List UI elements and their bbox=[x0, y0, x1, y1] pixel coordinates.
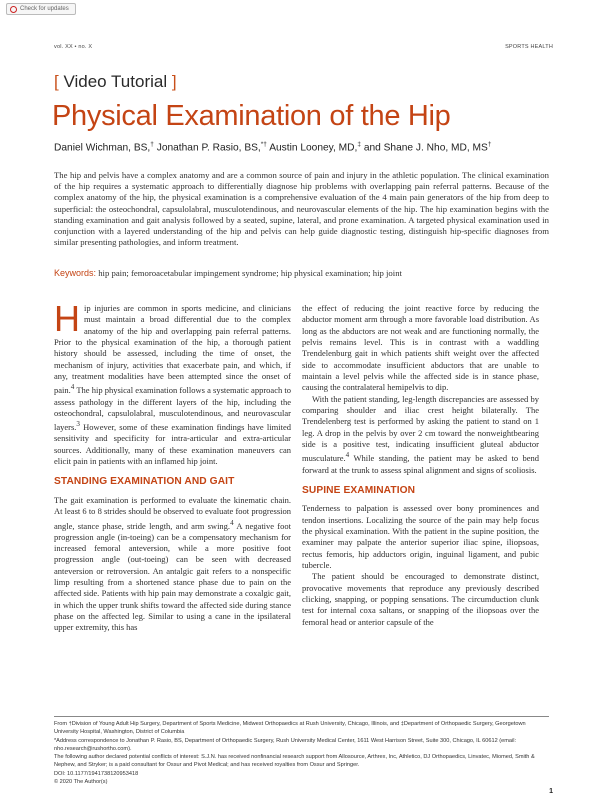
volume-issue: vol. XX • no. X bbox=[54, 44, 93, 50]
intro-text-cont2: However, some of these examination findings have limited sensitivity and specificity for intra-articular and extra-articular sources. Additionally, many of these examination maneuvers can elicit pain in patients with an inflamed hip joint. bbox=[54, 422, 291, 467]
affiliations: From †Division of Young Adult Hip Surgery, Department of Sports Medicine, Midwest Orthopaedics at Rush University, Chicago, Illinois, and ‡Department of Orthopaedic Surgery, Georgetown University Hospital, Washington, District of Columbia bbox=[54, 721, 526, 736]
leg-length-text-cont: While standing, the patient may be asked to bend forward at the trunk to assess spinal alignment and signs of scoliosis. bbox=[302, 453, 539, 475]
author-4-affil: † bbox=[487, 141, 492, 148]
gait-text: The gait examination is performed to evaluate the kinematic chain. At least 6 to 8 strides should be observed to evaluate foot progression angle, stance phase, stride length, and arm swing. bbox=[54, 494, 291, 531]
palpation-paragraph: Tenderness to palpation is assessed over bony prominences and tendon insertions. Localizing the source of the pain may help focus the physical examination. With the patient in the supine position, the examiner may palpate the anterior superior iliac spine, iliopsoas, rectus femoris, hip adductors origin, inguinal ligament, and pubic tubercle. bbox=[302, 503, 539, 571]
copyright: © 2020 The Author(s) bbox=[54, 779, 108, 786]
section-heading-supine: SUPINE EXAMINATION bbox=[302, 484, 416, 496]
author-list bbox=[54, 141, 491, 153]
leg-length-paragraph bbox=[302, 394, 539, 476]
leg-length-text: With the patient standing, leg-length discrepancies are assessed by comparing shoulder and iliac crest height bilaterally. The Trendelenberg test is performed by asking the patient to stand on 1 leg. A drop in the pelvis by over 2 cm toward the nonweightbearing side is a positive test, indicating insufficient gluteal abductor musculature. bbox=[302, 393, 539, 464]
page-number: 1 bbox=[549, 788, 553, 795]
badge-label: Check for updates bbox=[20, 6, 69, 12]
intro-paragraph bbox=[54, 298, 291, 467]
section-label bbox=[54, 72, 177, 92]
ref-marker: 4 bbox=[230, 518, 234, 527]
ref-marker: 4 bbox=[70, 383, 75, 392]
author-1: Daniel Wichman, BS, bbox=[54, 142, 151, 154]
correspondence: *Address correspondence to Jonathan P. Rasio, BS, Department of Orthopaedic Surgery, Rush University Medical Center, 1611 West Harrison Street, Suite 300, Chicago, IL 60612 (email: nho.research@rushortho.com). bbox=[54, 737, 517, 752]
open-bracket: [ bbox=[54, 72, 59, 91]
section-label-text: Video Tutorial bbox=[63, 72, 168, 91]
gait-cont-paragraph: the effect of reducing the joint reactive force by reducing the abductor moment arm through a more favorable load distribution. As long as the abductors are not weak and are functioning normally, the pelvis remains level. This is in contrast with a waddling Trendelenburg gait in which patients shift weight over the affected side to accommodate insufficient abductors that are unable to maintain a level pelvis while the affected side is in stance phase, causing the contralateral hemipelvis to dip. bbox=[302, 303, 539, 393]
right-column bbox=[302, 303, 539, 628]
doi[interactable]: DOI: 10.1177/1941738120953418 bbox=[54, 770, 139, 777]
ref-marker: 3 bbox=[76, 420, 80, 429]
intro-text: ip injuries are common in sports medicine, and clinicians must maintain a broad differential due to the complex anatomy of the hip and overlapping pain referral patterns. Prior to the physical examination of the hip, a thorough patient history should be assessed, including the time of onset, the mechanism of injury, activities that exacerbate pain, and which, if any, treatment modalities have been attempted since the onset of pain. bbox=[54, 303, 291, 396]
close-bracket: ] bbox=[171, 72, 177, 91]
intro-text-cont: The hip physical examination follows a systematic approach to assess pathology in the different layers of the hip, including the osteochondral, capsulolabral, musculotendinous, and neurovascular layers. bbox=[54, 385, 291, 433]
author-4: and Shane J. Nho, MD, MS bbox=[363, 142, 488, 154]
author-3: Austin Looney, MD, bbox=[269, 142, 358, 154]
footnotes bbox=[54, 716, 549, 786]
keywords-text: hip pain; femoroacetabular impingement syndrome; hip physical examination; hip joint bbox=[98, 268, 402, 278]
provocative-paragraph: The patient should be encouraged to demonstrate distinct, provocative movements that reproduce any previously described clicking, snapping, or popping sensations. The circumduction clunk test for internal coxa saltans, or snapping of the iliopsoas over the femoral head or anterior capsule of the bbox=[302, 571, 539, 627]
ref-marker: 4 bbox=[345, 451, 350, 460]
drop-cap: H bbox=[54, 298, 80, 339]
section-heading-standing: STANDING EXAMINATION AND GAIT bbox=[54, 476, 235, 488]
keywords bbox=[54, 268, 549, 278]
conflicts: The following author declared potential conflicts of interest: S.J.N. has received nonfinancial research support from Allosource, Arthrex, Inc, Athletico, DJ Orthopaedics, Linvatec, Miomed, Smith & Nephew, and Stryker; is a paid consultant for Ossur and Pivot Medical; and has received royalties from Ossur and Springer. bbox=[54, 754, 535, 769]
author-3-affil: ‡ bbox=[357, 141, 361, 148]
gait-text-cont: A negative foot progression angle (in-toeing) can be a compensatory mechanism for increased femoral anteversion, while a more positive foot progression angle (out-toeing) can be seen with decreased anteversion or retroversion. An antalgic gait refers to a nonspecific limp resulting from a shortened stance phase due to pain on the affected side. Patients with hip pain may demonstrate a coxalgic gait, in which the upper trunk shifts toward the affected side during stance phase on the affected leg. Similar to using a cane in the ipsilateral upper extremity, this has bbox=[54, 520, 291, 633]
check-for-updates-badge[interactable] bbox=[6, 3, 76, 15]
keywords-label: Keywords: bbox=[54, 268, 97, 278]
left-column bbox=[54, 298, 291, 634]
update-icon bbox=[10, 6, 17, 13]
gait-paragraph bbox=[54, 495, 291, 634]
article-title: Physical Examination of the Hip bbox=[52, 100, 451, 132]
abstract: The hip and pelvis have a complex anatomy and are a common source of pain and injury in the athletic population. The clinical examination of the hip requires a systematic approach to differentially diagnose hip problems with overlapping pain referral patterns. Because of the complex anatomy of the hip, the physical examination is a comprehensive evaluation of the 4 main pain generators of the hip from deep to superficial: the osteochondral, capsulolabral, musculotendinous, and neurovascular elements of the hip. The hip examination begins with the standing examination and gait analysis followed by a seated, supine, lateral, and prone examination. A targeted physical examination used in conjunction with a layered understanding of the hip and pelvis can help guide diagnostic testing, distinguish hip-specific diagnoses from similar presenting pathologies, and inform treatment. bbox=[54, 170, 549, 248]
author-2: Jonathan P. Rasio, BS, bbox=[156, 142, 261, 154]
journal-name: SPORTS HEALTH bbox=[505, 44, 553, 50]
running-head bbox=[54, 44, 553, 50]
author-1-affil: † bbox=[150, 141, 154, 148]
author-2-affil: *† bbox=[260, 141, 267, 148]
